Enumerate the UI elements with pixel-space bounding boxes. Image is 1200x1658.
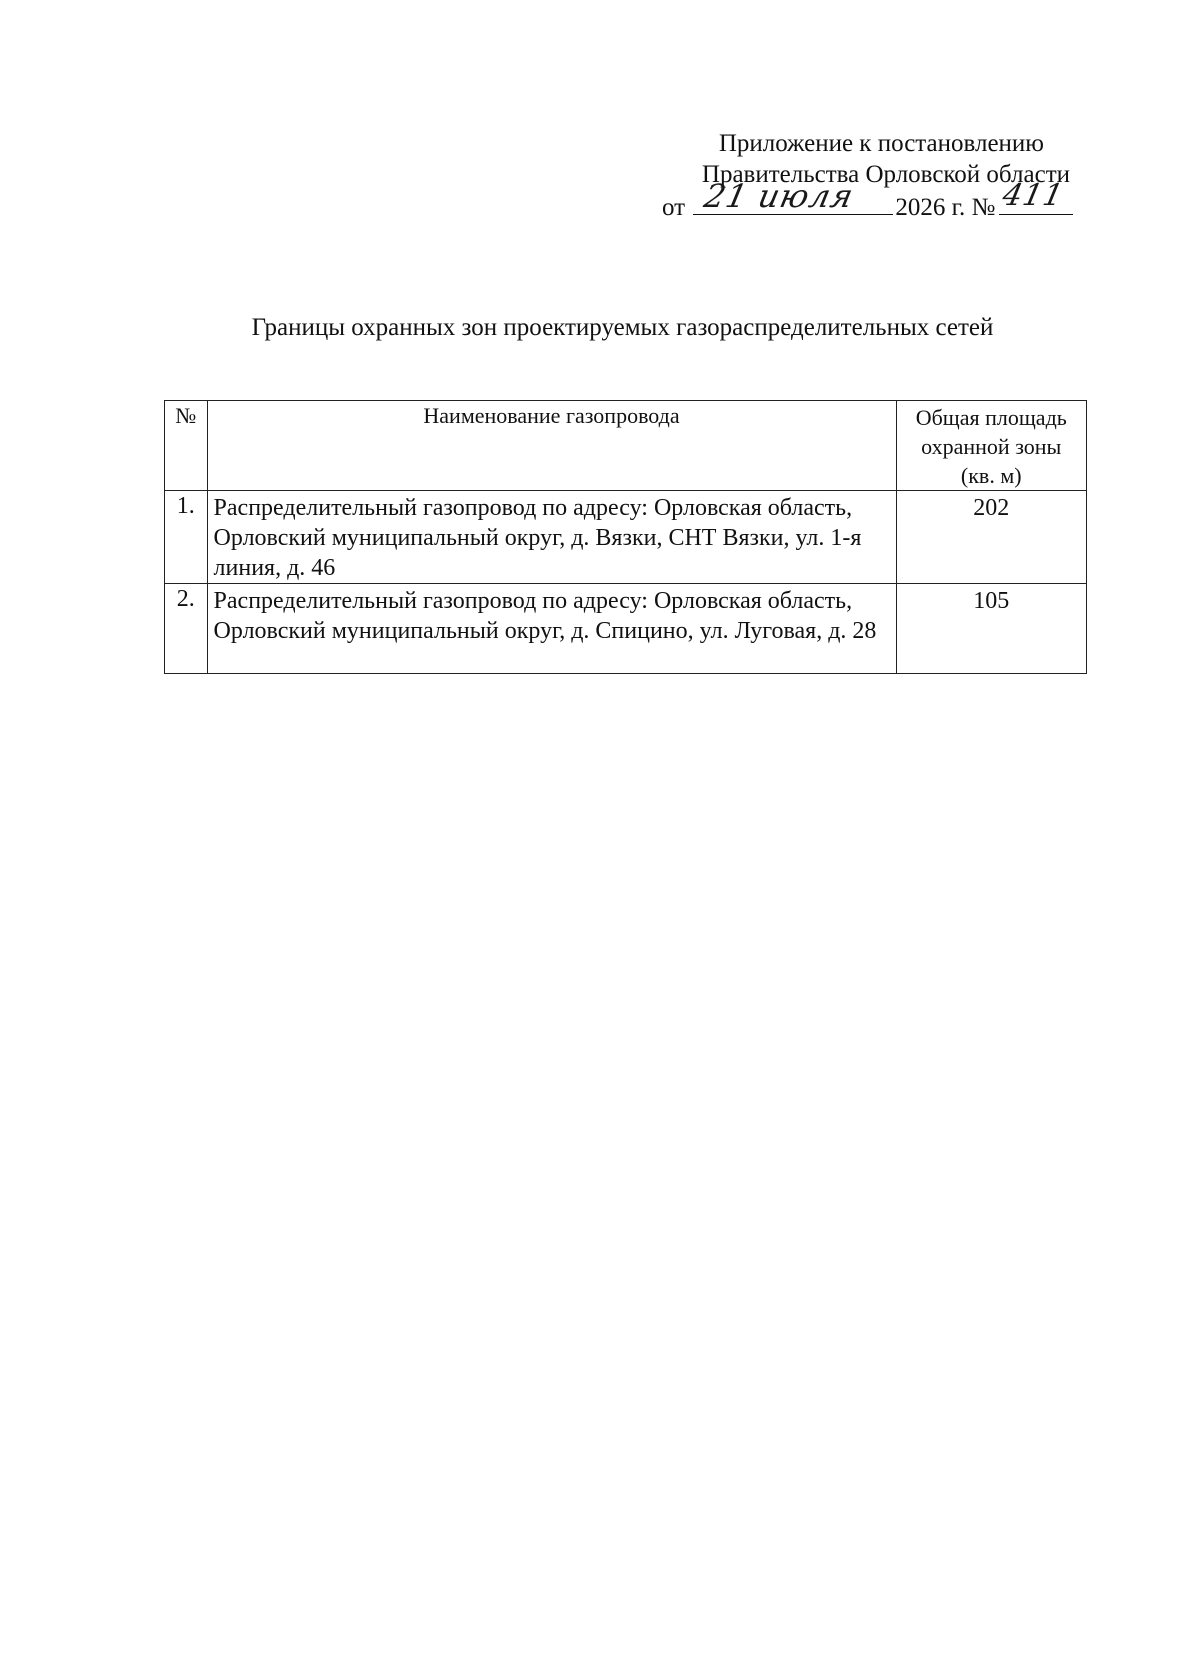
header-area-line-3: (кв. м) [960,463,1022,488]
header-number: № [165,401,208,491]
year-text: 2026 г. № [895,194,996,221]
row-number: 2. [165,584,208,674]
row-area: 105 [896,584,1087,674]
appendix-date-line [640,177,1080,223]
date-blank [693,177,893,215]
row-name: Распределительный газопровод по адресу: Орловская область, Орловский муниципальный округ, д. Вязки, СНТ Вязки, ул. 1-я линия, д. 46 [207,491,896,584]
table-header-row [165,401,1087,491]
header-name: Наименование газопровода [207,401,896,491]
appendix-line-1: Приложение к постановлению [718,130,1044,157]
appendix-line-2: Правительства Орловской области [701,161,1070,188]
date-prefix: от [662,194,686,221]
header-area-line-2: охранной зоны [921,434,1062,459]
row-area: 202 [896,491,1087,584]
row-name: Распределительный газопровод по адресу: Орловская область, Орловский муниципальный округ, д. Спицино, ул. Луговая, д. 28 [207,584,896,674]
row-number: 1. [165,491,208,584]
protected-zones-table [164,400,1087,674]
table-row [165,491,1087,584]
table-row [165,584,1087,674]
document-title: Границы охранных зон проектируемых газораспределительных сетей [251,314,994,341]
number-blank [999,178,1073,215]
header-area-line-1: Общая площадь [915,405,1067,430]
handwritten-number: 411 [999,178,1068,213]
handwritten-date: 21 июля [701,177,858,215]
header-area [896,401,1087,491]
appendix-header [640,128,1080,223]
